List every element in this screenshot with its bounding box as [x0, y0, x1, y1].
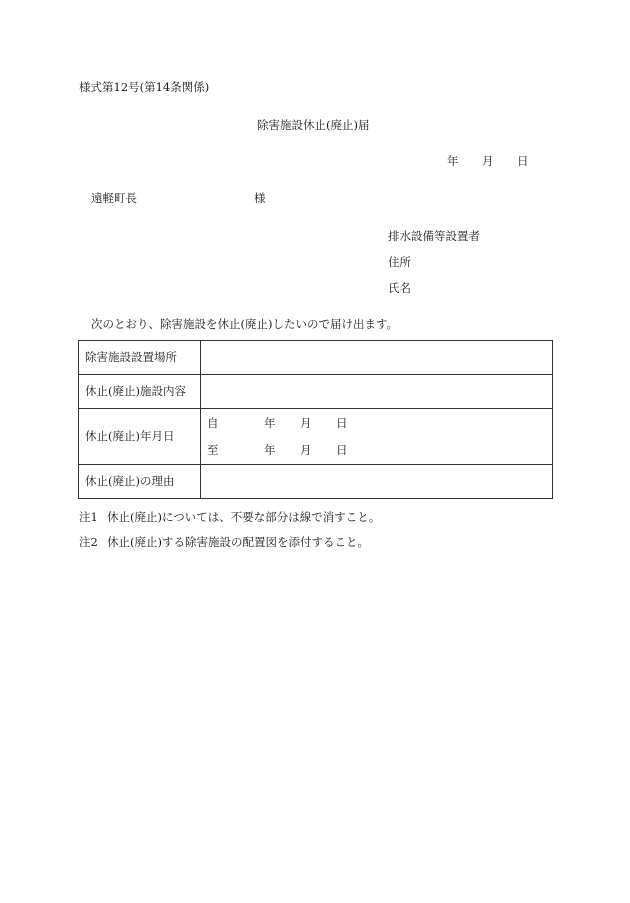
table-row-reason [79, 465, 553, 499]
applicant-address-label: 住所 [388, 255, 411, 269]
reason-field[interactable] [201, 465, 553, 499]
period-from-year: 年 [264, 415, 276, 430]
applicant-name-label: 氏名 [388, 281, 411, 295]
content-field[interactable] [201, 375, 553, 409]
form-table [78, 340, 553, 499]
form-title: 除害施設休止(廃止)届 [257, 118, 370, 132]
statement-text: 次のとおり、除害施設を休止(廃止)したいので届け出ます。 [91, 317, 399, 331]
period-to-year: 年 [264, 442, 276, 457]
period-from-line [201, 410, 552, 437]
location-field[interactable] [201, 341, 553, 375]
note-1 [79, 512, 380, 524]
date-label: 休止(廃止)年月日 [79, 409, 201, 465]
applicant-title: 排水設備等設置者 [388, 229, 480, 243]
note-2-text: 休止(廃止)する除害施設の配置図を添付すること。 [107, 535, 369, 549]
note-2-mark: 注2 [79, 535, 98, 549]
table-row-content [79, 375, 553, 409]
note-1-mark: 注1 [79, 510, 98, 524]
period-from-day: 日 [336, 415, 348, 430]
addressee-name: 遠軽町長 [91, 191, 137, 205]
date-year-label: 年 [447, 154, 459, 168]
period-from-month: 月 [300, 415, 312, 430]
note-2 [79, 537, 369, 549]
addressee-honorific: 様 [254, 191, 266, 205]
reason-label: 休止(廃止)の理由 [79, 465, 201, 499]
location-label: 除害施設設置場所 [79, 341, 201, 375]
period-to-day: 日 [336, 442, 348, 457]
table-row-location [79, 341, 553, 375]
note-1-text: 休止(廃止)については、不要な部分は線で消すこと。 [107, 510, 381, 524]
period-to-line [201, 437, 552, 464]
date-month-label: 月 [482, 154, 494, 168]
content-label: 休止(廃止)施設内容 [79, 375, 201, 409]
form-number: 様式第12号(第14条関係) [79, 80, 210, 94]
period-to-month: 月 [300, 442, 312, 457]
period-to-prefix: 至 [207, 442, 219, 457]
date-field[interactable] [201, 409, 553, 465]
period-from-prefix: 自 [207, 415, 219, 430]
table-row-date [79, 409, 553, 465]
date-day-label: 日 [517, 154, 529, 168]
